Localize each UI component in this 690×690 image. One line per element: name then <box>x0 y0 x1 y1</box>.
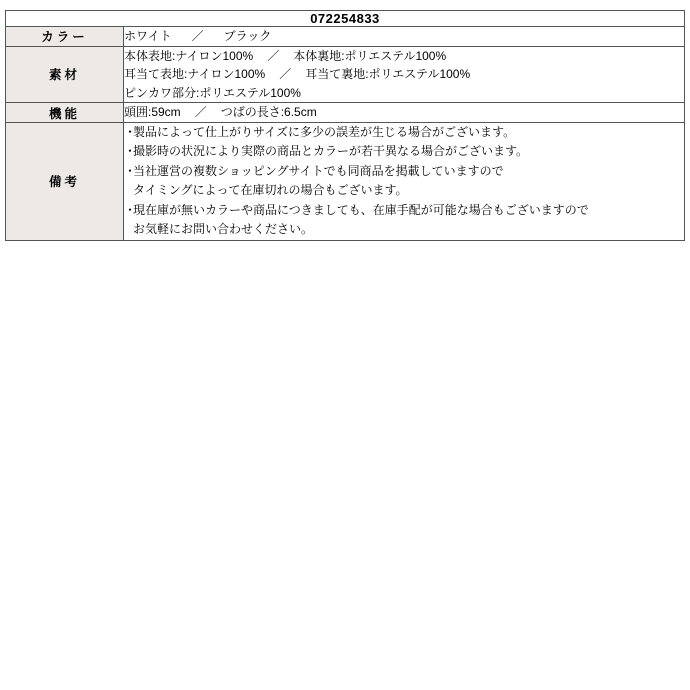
material-separator-1: ／ <box>267 48 280 63</box>
material-separator-2: ／ <box>279 67 292 82</box>
material-line-1 <box>124 47 684 66</box>
note-item <box>124 123 684 142</box>
bullet-icon: ・ <box>124 202 137 217</box>
function-separator: ／ <box>194 105 207 120</box>
row-label-notes: 備考 <box>6 122 124 240</box>
note-text: 当社運営の複数ショッピングサイトでも同商品を掲載していますので <box>133 163 504 178</box>
color-line <box>124 27 684 46</box>
row-label-material: 素材 <box>6 46 124 103</box>
color-separator: ／ <box>191 29 204 43</box>
product-code: 072254833 <box>6 11 685 27</box>
bullet-icon: ・ <box>124 144 137 159</box>
table-row-color <box>6 27 685 47</box>
table-row-product-code <box>6 11 685 27</box>
color-option-2: ブラック <box>223 29 272 43</box>
note-item <box>124 162 684 181</box>
spec-table-body <box>6 11 685 241</box>
row-value-function <box>124 103 685 123</box>
head-circumference: 頭囲:59cm <box>124 105 181 120</box>
row-label-color: カラー <box>6 27 124 47</box>
bullet-icon: ・ <box>124 163 137 178</box>
material-shell-lining: 本体裏地:ポリエステル100% <box>293 48 447 63</box>
note-subtext: タイミングによって在庫切れの場合もございます。 <box>133 183 408 198</box>
material-line-3 <box>124 84 684 103</box>
table-row-function <box>6 103 685 123</box>
note-subtext: お気軽にお問い合わせください。 <box>133 222 314 237</box>
note-text: 現在庫が無いカラーや商品につきましても、在庫手配が可能な場合もございますので <box>133 202 589 217</box>
material-earflap-outer: 耳当て表地:ナイロン100% <box>124 67 266 82</box>
table-row-material <box>6 46 685 103</box>
color-option-1: ホワイト <box>124 29 172 43</box>
table-row-notes <box>6 122 685 240</box>
row-value-material <box>124 46 685 103</box>
material-sweatband: ピンカワ部分:ポリエステル100% <box>124 85 301 100</box>
note-text: 製品によって仕上がりサイズに多少の誤差が生じる場合がございます。 <box>133 124 516 139</box>
row-label-function: 機能 <box>6 103 124 123</box>
brim-length: つばの長さ:6.5cm <box>220 105 317 120</box>
material-line-2 <box>124 65 684 84</box>
bullet-icon: ・ <box>124 124 137 139</box>
spec-table-container <box>0 0 690 241</box>
note-item <box>124 201 684 220</box>
product-spec-table <box>5 10 685 241</box>
note-item <box>124 142 684 161</box>
row-value-notes <box>124 122 685 240</box>
material-shell-outer: 本体表地:ナイロン100% <box>124 48 254 63</box>
material-earflap-lining: 耳当て裏地:ポリエステル100% <box>305 67 471 82</box>
function-line <box>124 103 684 122</box>
row-value-color <box>124 27 685 47</box>
note-text: 撮影時の状況により実際の商品とカラーが若干異なる場合がございます。 <box>133 144 529 159</box>
